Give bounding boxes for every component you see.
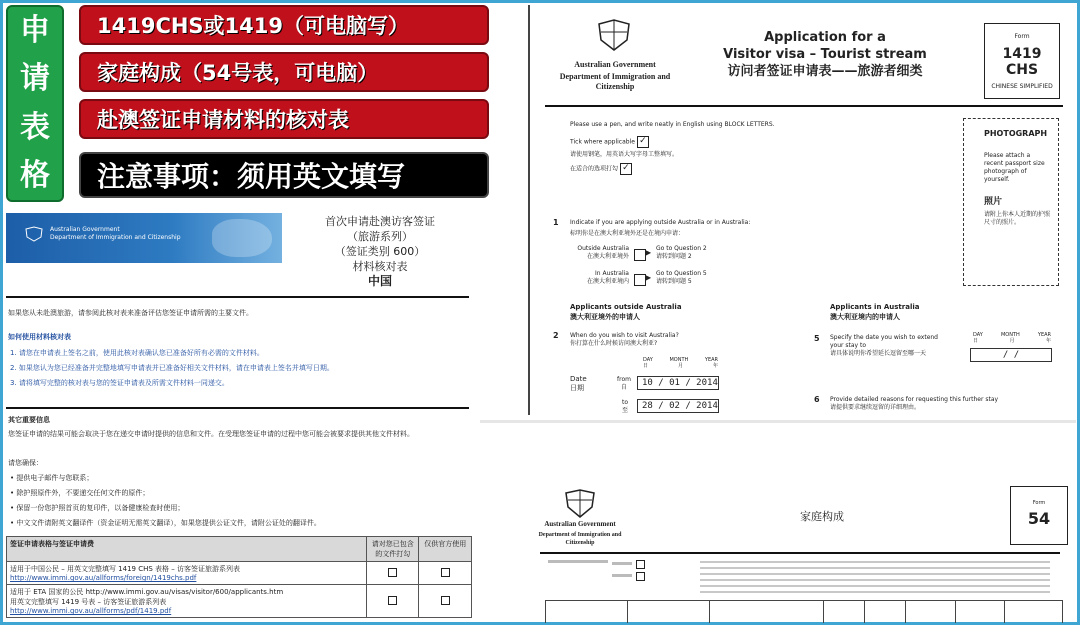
goto-q2 [656,245,707,261]
title-en-1: Application for a [764,30,886,45]
family-table-header [545,600,1063,623]
date-to-field[interactable]: 28 / 02 / 2014 [637,399,719,413]
tick-text: Tick where applicable [570,138,635,146]
date-from-field[interactable]: 10 / 01 / 2014 [637,376,719,390]
q6-text-zh: 请提供要求继续逗留的详细理由。 [830,404,921,411]
howto-item: 1. 请您在申请表上签名之前，使用此核对表确认您已准备好所有必需的文件材料。 [10,349,264,357]
official-checkbox[interactable] [441,596,450,605]
howto-item: 2. 如果您认为您已经准备并完整地填写申请表并已准备好相关文件材料，请在申请表上签名并填写日期。 [10,364,334,372]
to-label [622,399,628,415]
fine-print [548,560,608,563]
date-col: 日 [643,363,649,369]
table-cell [366,562,419,585]
opt-inside [577,270,629,286]
bullet-text: 中文文件请附英文翻译件（资金证明无需英文翻译），如果您提供公证文件，请附公证处的翻译件。 [16,519,321,527]
date-col: MONTH [1000,332,1020,338]
form-number-box [984,23,1060,99]
table-cell [7,585,367,618]
q5-number: 5 [814,334,820,343]
table-header-cell [906,601,955,623]
heading-en: Applicants in Australia [830,303,920,311]
photo-title-zh: 照片 [984,197,1003,207]
inside-heading [830,302,919,322]
date-col: 年 [1045,338,1051,344]
q2-number: 2 [553,331,559,340]
q1-number: 1 [553,218,559,227]
row-link[interactable]: http://www.immi.gov.au/allforms/foreign/1419chs.pdf [10,574,197,582]
date-col: YEAR [1037,332,1051,338]
other-heading: 其它重要信息 [8,416,50,424]
vertical-char: 申 [20,13,50,49]
from-en: from [617,376,631,383]
date-col: 月 [677,363,683,369]
form54-checkbox[interactable] [636,560,645,569]
q5-text-zh: 请具体说明你希望延长逗留至哪一天 [830,350,927,357]
extend-date-field[interactable]: / / [970,348,1052,362]
sample-tick-box: ✓ [620,163,632,175]
date-col: DAY [643,357,653,363]
form-title [715,29,935,80]
table-header-cell: 仅供官方使用 [419,537,472,562]
ensure-label: 请您确保： [8,459,43,467]
table-header-cell [710,601,824,623]
howto-item: 3. 请将填写完整的核对表与您的签证申请表及所需文件材料一同递交。 [10,379,229,387]
form-number: 1419 CHS [1002,46,1042,78]
instructions-en: Please use a pen, and write neatly in English using BLOCK LETTERS. [570,121,775,128]
banner-note: 注意事项：须用英文填写 [79,152,489,198]
q1-text-en: Indicate if you are applying outside Australia or in Australia: [570,219,751,226]
title-line: （旅游系列） [347,230,413,243]
photo-text-zh: 请附上你本人近期的护照尺寸的照片。 [984,211,1051,226]
panel-divider [528,5,530,415]
heading-en: Applicants outside Australia [570,303,682,311]
q6-text-en: Provide detailed reasons for requesting this further stay [830,396,999,403]
outside-heading [570,302,682,322]
tick-instr-zh [570,163,632,175]
australia-map-icon [212,219,272,257]
heading-zh: 澳大利亚境外的申请人 [570,313,640,321]
panel-gap [480,420,1076,423]
q2-text-en: When do you wish to visit Australia? [570,332,679,339]
opt-label-zh: 在澳大利亚境内 [586,278,629,285]
form-number: 54 [1027,509,1051,528]
from-zh: 自 [620,384,627,391]
table-row [7,562,472,585]
row-checkbox[interactable] [388,568,397,577]
howto-heading: 如何使用材料核对表 [8,333,71,341]
title-line: 首次申请赴澳访客签证 [325,215,435,228]
q2-text-zh: 你打算在什么时候访问澳大利亚? [570,340,658,347]
date-col: MONTH [669,357,689,363]
table-header-cell [1005,601,1062,623]
q6-text [830,396,1030,412]
gov-strip-line2: Department of Immigration and Citizenship [50,234,181,241]
form54-title: 家庭构成 [800,510,844,523]
q6-number: 6 [814,395,820,404]
bullet-text: 提供电子邮件与您联系； [16,474,94,482]
row-text: 用英文完整填写 1419 号表 – 访客签证旅游系列表 [10,598,167,606]
table-header-cell [546,601,628,623]
title-line: 材料核对表 [352,260,408,273]
from-label [617,376,631,392]
form-label: Form [1032,500,1046,506]
gov-header-strip [6,213,282,263]
vertical-title-banner [6,5,64,202]
bullet-item: • 保留一份您护照首页的复印件，以备健康检查时使用； [10,504,185,512]
banner-form-1419: 1419CHS或1419（可电脑写） [79,5,489,45]
title-zh: 访问者签证申请表——旅游者细类 [727,64,923,79]
q5-text [830,334,950,358]
opt-label-zh: 在澳大利亚境外 [586,253,629,260]
fine-print [612,574,632,577]
table-header-cell [956,601,1005,623]
row-text: 适用于 ETA 国家的公民 http://www.immi.gov.au/visas/visitor/600/applicants.htm [10,588,284,596]
photo-box [963,118,1059,286]
goto-en: Go to Question 2 [656,245,707,252]
heading-zh: 澳大利亚境内的申请人 [830,313,900,321]
divider [540,552,1060,554]
vertical-char: 格 [20,157,50,193]
photo-title: PHOTOGRAPH [984,129,1048,138]
divider [6,407,469,409]
gov-name: Australian Government [544,520,616,528]
arrow-right-icon: ▶ [645,273,652,282]
opt-label-en: Outside Australia [577,245,629,252]
goto-en: Go to Question 5 [656,270,707,277]
date-label-en: Date [570,375,587,383]
to-en: to [622,399,629,406]
date-col: YEAR [704,357,718,363]
table-cell [419,585,472,618]
bullet-item: • 除护照原件外，不要递交任何文件的原件； [10,489,150,497]
title-line: （签证类别 600） [334,245,426,258]
table-cell [419,562,472,585]
vertical-char: 请 [20,61,50,97]
goto-zh: 请转到问题 5 [656,278,692,285]
goto-q5 [656,270,707,286]
q5-date-columns-zh [973,338,1051,344]
sample-tick-box: ✓ [637,136,649,148]
date-col: 日 [973,338,979,344]
opt-outside [577,245,629,261]
form-label: Form [1014,33,1030,40]
table-cell [366,585,419,618]
date-label [570,375,587,393]
table-header-cell [865,601,906,623]
gov-name: Australian Government [574,60,656,69]
bullet-item: • 提供电子邮件与您联系； [10,474,94,482]
instructions-zh: 请使用钢笔，用英语大写字母工整填写。 [570,151,679,158]
coat-of-arms-icon [593,18,635,54]
date-col: 月 [1009,338,1015,344]
q1-text-zh: 标明你是在澳大利亚境外还是在境内申请： [570,230,685,237]
table-row [7,585,472,618]
bullet-item: • 中文文件请附英文翻译件（资金证明无需英文翻译），如果您提供公证文件，请附公证处的翻译件。 [10,519,321,527]
form54-number-box [1010,486,1068,545]
opt-label-en: In Australia [594,270,629,277]
date-columns-zh [643,363,718,369]
tick-text: 在适合的选项打勾 [570,165,619,173]
photo-text-en: Please attach a recent passport size photograph of yourself. [984,152,1045,183]
bullet-text: 保留一份您护照首页的复印件，以备健康检查时使用； [16,504,185,512]
fine-print [612,562,632,565]
checklist-title [300,214,460,289]
dept-name: Department of Immigration and Citizenship [559,72,671,91]
table-header-cell: 请对您已包含的文件打勾 [366,537,419,562]
bullet-text: 除护照原件外，不要递交任何文件的原件； [16,489,150,497]
row-text: 适用于中国公民 – 用英文完整填写 1419 CHS 表格 – 访客签证旅游系列表 [10,565,240,573]
row-link[interactable]: http://www.immi.gov.au/allforms/pdf/1419.pdf [10,607,172,615]
requirements-table [6,536,472,618]
coat-of-arms-icon [560,488,600,520]
table-header-row [7,537,472,562]
q5-text-en: Specify the date you wish to extend your stay to [830,334,938,349]
title-en-2: Visitor visa – Tourist stream [723,47,927,62]
other-text: 您签证申请的结果可能会取决于您在递交申请时提供的信息和文件。在受理您签证申请的过程中您可能会被要求提供其他文件材料。 [8,430,414,438]
arrow-right-icon: ▶ [645,248,652,257]
gov-strip-line1: Australian Government [50,226,120,233]
date-label-zh: 日期 [570,384,584,392]
table-header-cell: 签证申请表格与签证申请费 [7,537,367,562]
table-header-cell [628,601,710,623]
q2-text [570,332,679,348]
fine-print-block [700,561,1050,593]
official-checkbox[interactable] [441,568,450,577]
dept-name: Department of Immigration and Citizenship [538,532,622,546]
coat-of-arms-icon [24,226,44,242]
form-language: CHINESE SIMPLIFIED [991,83,1053,90]
banner-checklist: 赴澳签证申请材料的核对表 [79,99,489,139]
form54-checkbox[interactable] [636,572,645,581]
vertical-char: 表 [20,109,50,145]
date-col: 年 [712,363,718,369]
divider [6,296,469,298]
title-line: 中国 [367,274,392,288]
table-cell [7,562,367,585]
checklist-intro: 如果您从未赴澳旅游，请参阅此核对表来准备评估您签证申请所需的主要文件。 [8,309,253,317]
goto-zh: 请转到问题 2 [656,253,692,260]
to-zh: 至 [622,407,629,414]
date-col: DAY [973,332,983,338]
divider [545,105,1063,107]
table-header-cell [824,601,865,623]
tick-instr-en [570,136,649,148]
banner-form-54: 家庭构成（54号表，可电脑） [79,52,489,92]
row-checkbox[interactable] [388,596,397,605]
